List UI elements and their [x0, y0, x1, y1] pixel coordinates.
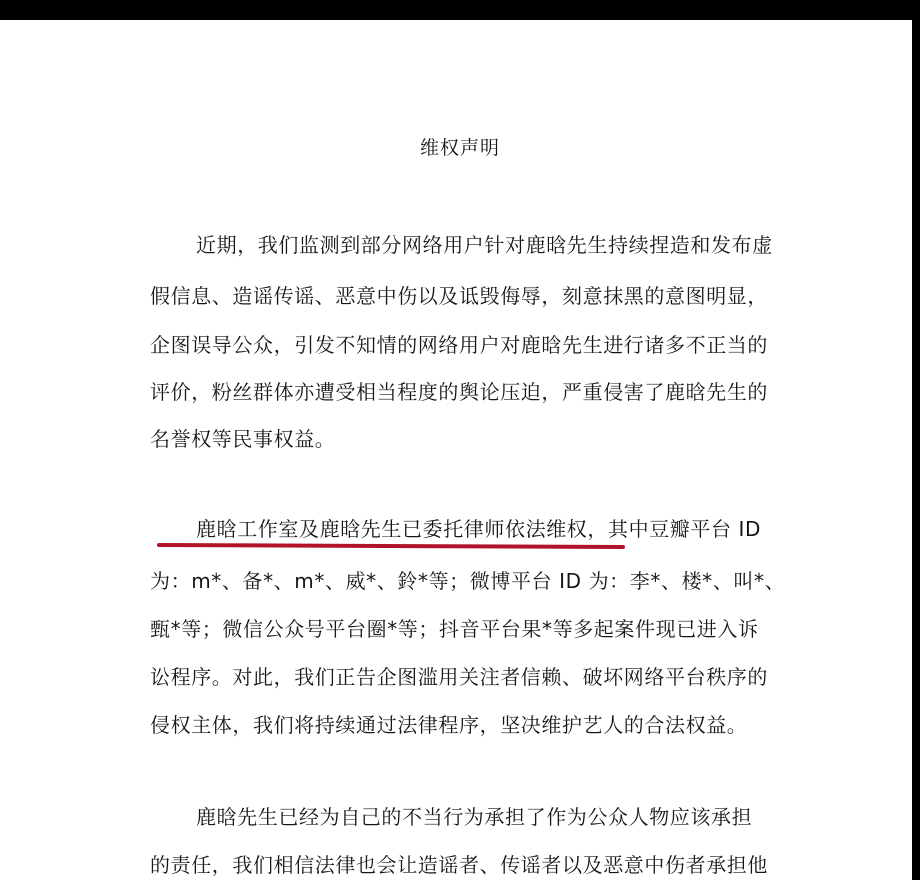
paragraph-2-line-2: 为：m*、备*、m*、威*、鈴*等；微博平台 ID 为：李*、楼*、叫*、: [150, 569, 786, 593]
paragraph-3-line-2: 的责任，我们相信法律也会让造谣者、传谣者以及恶意中伤者承担他: [150, 853, 768, 877]
paragraph-3-line-1: 鹿晗先生已经为自己的不当行为承担了作为公众人物应该承担: [196, 805, 753, 829]
paragraph-1-line-1: 近期，我们监测到部分网络用户针对鹿晗先生持续捏造和发布虚: [196, 233, 773, 257]
top-black-border: [0, 0, 920, 20]
right-black-border: [912, 0, 920, 880]
document-title: 维权声明: [419, 137, 500, 159]
paragraph-2-line-1: 鹿晗工作室及鹿晗先生已委托律师依法维权，其中豆瓣平台 ID: [196, 517, 762, 541]
paragraph-1-line-3: 企图误导公众，引发不知情的网络用户对鹿晗先生进行诸多不正当的: [150, 333, 768, 357]
paragraph-2-line-5: 侵权主体，我们将持续通过法律程序，坚决维护艺人的合法权益。: [150, 713, 748, 737]
paragraph-1-line-2: 假信息、造谣传谣、恶意中伤以及诋毁侮辱，刻意抹黑的意图明显，: [150, 284, 768, 308]
paragraph-1-line-4: 评价，粉丝群体亦遭受相当程度的舆论压迫，严重侵害了鹿晗先生的: [150, 380, 768, 404]
paragraph-1-line-5: 名誉权等民事权益。: [150, 427, 336, 451]
paragraph-2-line-3: 甄*等；微信公众号平台圈*等；抖音平台果*等多起案件现已进入诉: [150, 617, 759, 641]
red-underline-highlight: [157, 543, 625, 549]
paragraph-2-line-4: 讼程序。对此，我们正告企图滥用关注者信赖、破坏网络平台秩序的: [150, 665, 768, 689]
